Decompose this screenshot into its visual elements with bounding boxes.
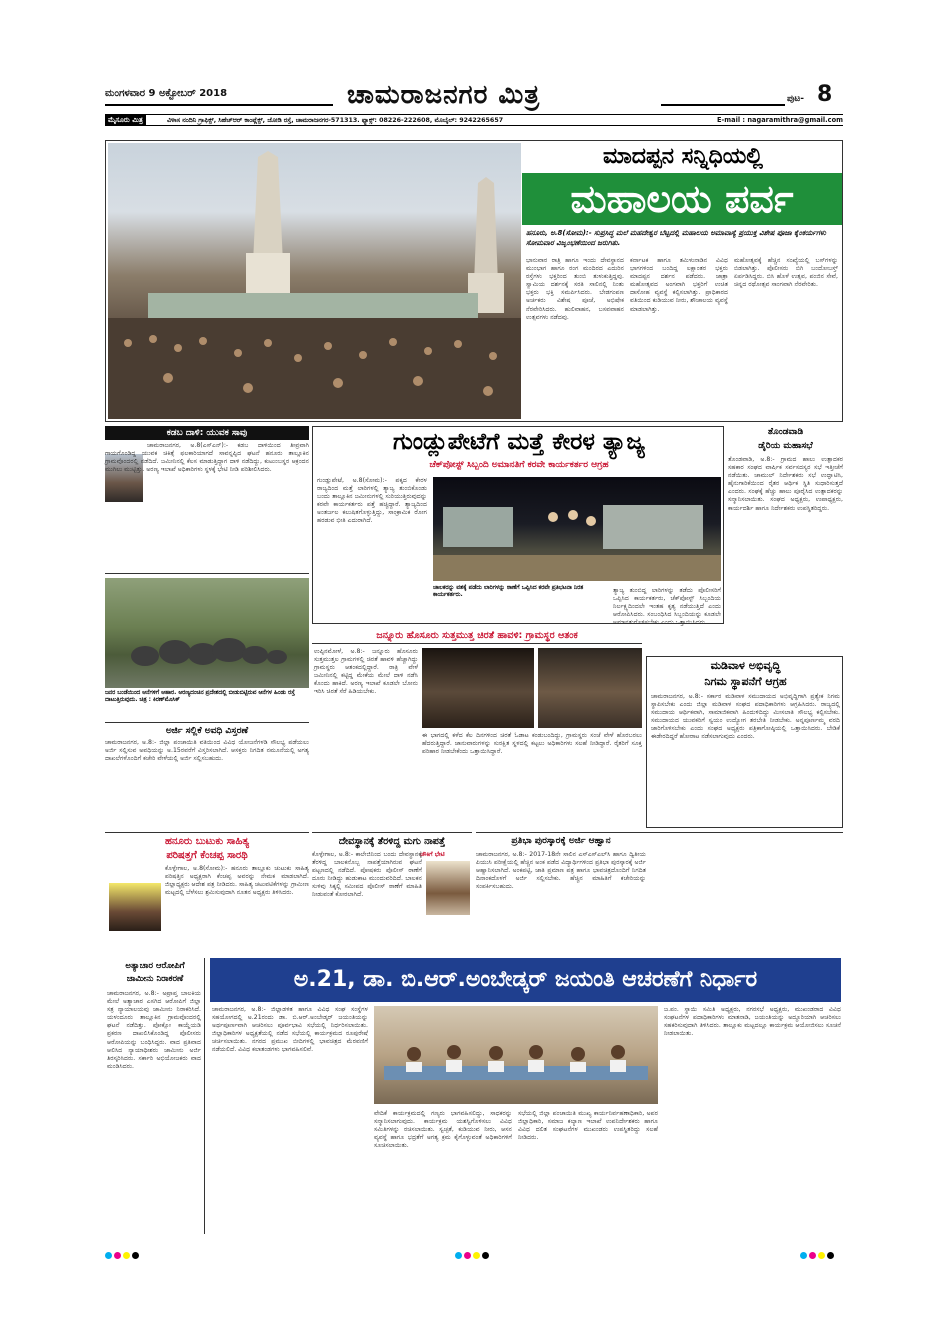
lead-story: [105, 140, 843, 422]
meeting-illustration: [374, 1006, 658, 1104]
hanur-text: ಕೊಳ್ಳೇಗಾಲ, ಅ.8(ಸೋಮ):- ಹನೂರು ತಾಲ್ಲೂಕು ಚುಟುಕು ಸಾಹಿತ್ಯ ಪರಿಷತ್ತಿನ ಅಧ್ಯಕ್ಷರಾಗಿ ಕೆಂಚಪ್ಪ ಅವರನ್ನು ನೇಮಕ ಮಾಡಲಾಗಿದೆ. ಜಿಲ್ಲಾಧ್ಯಕ್ಷರು ಆದೇಶ ಪತ್ರ ನೀಡಿದರು. ಸಾಹಿತ್ಯ ಚಟುವಟಿಕೆಗಳನ್ನು ಗ್ರಾಮೀಣ ಮಟ್ಟದಲ್ಲಿ ಬೆಳೆಸಲು ಶ್ರಮಿಸುವುದಾಗಿ ನೂತನ ಅಧ್ಯಕ್ಷರು ತಿಳಿಸಿದರು.: [165, 865, 309, 897]
dairy-kicker: ತೊಂಡವಾಡಿ: [767, 427, 804, 437]
pratibha-story: [476, 832, 843, 954]
temple-crowd-photo: [108, 143, 521, 419]
elephant-caption: ಜನರ ಬಂಡೆಯಿಂದ ಆನೆಗಳಿಗೆ ಆಹಾರ. ಅರಣ್ಯದಂಚಿನ ಪ್ರದೇಶದಲ್ಲಿ ಬೀಡುಬಿಟ್ಟಿರುವ ಆನೆಗಳ ಹಿಂಡು ರಸ್ತೆ ದಾಟುತ್ತಿರುವುದು. ಚಿತ್ರ : ಕಿರಣ್‌ಮೊಸಿಕ್: [105, 690, 295, 704]
bail-story: [105, 958, 205, 1234]
registration-dots-center: [455, 1244, 491, 1263]
missing-child-photo: [426, 861, 470, 915]
dairy-text: ತೊಂಡವಾಡಿ, ಅ.8:- ಗ್ರಾಮದ ಹಾಲು ಉತ್ಪಾದಕರ ಸಹಕಾರ ಸಂಘದ ವಾರ್ಷಿಕ ಸರ್ವಸದಸ್ಯರ ಸಭೆ ಇತ್ತೀಚೆಗೆ ನಡೆಯಿತು. ಚಾಮುಲ್ ನಿರ್ದೇಶಕರು ಸಭೆ ಉದ್ಘಾಟಿಸಿ, ಹೈನುಗಾರಿಕೆಯಿಂದ ರೈತರ ಆರ್ಥಿಕ ಸ್ಥಿತಿ ಸುಧಾರಿಸುತ್ತದೆ ಎಂದರು. ಸಂಘಕ್ಕೆ ಹೆಚ್ಚು ಹಾಲು ಪೂರೈಸಿದ ಉತ್ಪಾದಕರನ್ನು ಸನ್ಮಾನಿಸಲಾಯಿತು. ಸಂಘದ ಅಧ್ಯಕ್ಷರು, ಉಪಾಧ್ಯಕ್ಷರು, ಕಾರ್ಯದರ್ಶಿ ಹಾಗೂ ನಿರ್ದೇಶಕರು ಉಪಸ್ಥಿತರಿದ್ದರು.: [728, 456, 843, 512]
dairy-story: [728, 426, 843, 654]
brief-kadaba: [105, 426, 309, 574]
ambedkar-col-3: ಸಭೆಯಲ್ಲಿ ಜಿಲ್ಲಾ ಪಂಚಾಯಿತಿ ಮುಖ್ಯ ಕಾರ್ಯನಿರ್ವಹಣಾಧಿಕಾರಿ, ಅಪರ ಜಿಲ್ಲಾಧಿಕಾರಿ, ಸಮಾಜ ಕಲ್ಯಾಣ ಇಲಾಖೆ ಉಪನಿರ್ದೇಶಕರು ಹಾಗೂ ವಿವಿಧ ದಲಿತ ಸಂಘಟನೆಗಳ ಮುಖಂಡರು ಉಪಸ್ಥಿತರಿದ್ದು ಸಲಹೆ ನೀಡಿದರು.: [518, 1110, 658, 1142]
kerala-subhead: ಚೆಕ್‌ಪೋಸ್ಟ್ ಸಿಬ್ಬಂದಿ ಅಮಾನತಿಗೆ ಕರವೇ ಕಾರ್ಯಕರ್ತರ ಆಗ್ರಹ: [429, 460, 609, 470]
lorries-illustration: [433, 477, 721, 581]
strip-left: ಮೈಸೂರು ಮಿತ್ರ: [105, 115, 146, 125]
lead-kicker: ಮಾದಪ್ಪನ ಸನ್ನಿಧಿಯಲ್ಲಿ: [603, 144, 763, 169]
pratibha-headline: ಪ್ರತಿಭಾ ಪುರಸ್ಕಾರಕ್ಕೆ ಅರ್ಜಿ ಆಹ್ವಾನ: [511, 836, 611, 846]
bail-title-1: ಅತ್ಯಾಚಾರ ಆರೋಪಿಗೆ: [125, 961, 185, 971]
missing-child-headline: ದೇವಸ್ಥಾನಕ್ಕೆ ತೆರಳಿದ್ದ ಮಗು ನಾಪತ್ತೆ: [338, 836, 446, 847]
strip-address: ವಿಳಾಸ ನಂದಿನಿ ಗ್ರಾಫಿಕ್ಸ್, ಸಿಹೆಚ್‌ಆರ್ ಕಾಂಪ್ಲೆಕ್ಸ್, ಜೋಡಿ ರಸ್ತೆ, ಚಾಮರಾಜನಗರ-571313. ಫ್ಯಾಕ್ಸ್: 08226-222608, ಮೊಬೈಲ್: 9242265657: [167, 117, 504, 124]
ambedkar-col-1: ಚಾಮರಾಜನಗರ, ಅ.8:- ಜಿಲ್ಲಾಡಳಿತ ಹಾಗೂ ವಿವಿಧ ಸಂಘ ಸಂಸ್ಥೆಗಳ ಸಹಯೋಗದಲ್ಲಿ ಅ.21ರಂದು ಡಾ. ಬಿ.ಆರ್.ಅಂಬೇಡ್ಕರ್ ಜಯಂತಿಯನ್ನು ಅರ್ಥಪೂರ್ಣವಾಗಿ ಆಚರಿಸಲು ಪೂರ್ವಭಾವಿ ಸಭೆಯಲ್ಲಿ ನಿರ್ಧರಿಸಲಾಯಿತು. ಜಿಲ್ಲಾಧಿಕಾರಿಗಳ ಅಧ್ಯಕ್ಷತೆಯಲ್ಲಿ ನಡೆದ ಸಭೆಯಲ್ಲಿ ಕಾರ್ಯಕ್ರಮದ ರೂಪುರೇಷೆ ಚರ್ಚಿಸಲಾಯಿತು. ನಗರದ ಪ್ರಮುಖ ಬೀದಿಗಳಲ್ಲಿ ಭಾವಚಿತ್ರದ ಮೆರವಣಿಗೆ ನಡೆಯಲಿದೆ. ವಿವಿಧ ಕಲಾತಂಡಗಳು ಭಾಗವಹಿಸಲಿವೆ.: [212, 1006, 368, 1054]
kerala-col-1: ಗುಂಡ್ಲುಪೇಟೆ, ಅ.8(ಸೋಮ):- ಪಕ್ಕದ ಕೇರಳ ರಾಜ್ಯದಿಂದ ಮತ್ತೆ ಲಾರಿಗಳಲ್ಲಿ ತ್ಯಾಜ್ಯ ತುಂಬಿಕೊಂಡು ಬಂದು ತಾಲ್ಲೂಕಿನ ಜಮೀನುಗಳಲ್ಲಿ ಸುರಿಯುತ್ತಿರುವುದನ್ನು ಕರವೇ ಕಾರ್ಯಕರ್ತರು ಪತ್ತೆ ಹಚ್ಚಿದ್ದಾರೆ. ತ್ಯಾಜ್ಯದಿಂದ ಅಂತರ್ಜಲ ಕಲುಷಿತಗೊಳ್ಳುತ್ತಿದ್ದು, ಸಾಂಕ್ರಾಮಿಕ ರೋಗ ಹರಡುವ ಭೀತಿ ಎದುರಾಗಿದೆ.: [317, 477, 427, 525]
kerala-caption: ಚಾಲಕರನ್ನು ವಶಕ್ಕೆ ಪಡೆದು ಲಾರಿಗಳನ್ನು ಠಾಣೆಗೆ ಒಪ್ಪಿಸಿದ ಕರವೇ ಪ್ರತಿಭಟನಾ ನಿರತ ಕಾರ್ಯಕರ್ತರು.: [433, 585, 584, 599]
hanur-title-2: ಪರಿಷತ್ತಗೆ ಕೆಂಚಪ್ಪ ಸಾರಥಿ: [166, 850, 248, 861]
masthead-title: ಚಾಮರಾಜನಗರ ಮಿತ್ರ: [347, 80, 541, 110]
missing-child-story: [312, 832, 472, 954]
hanur-sahitya-story: [105, 832, 309, 954]
kerala-waste-story: [312, 426, 724, 627]
brief-kadaba-text: ಚಾಮರಾಜನಗರ, ಅ.8(ಎಸ್‌ಎನ್):- ಕಡಬ ದಾಳಿಯಿಂದ ತೀವ್ರವಾಗಿ ಗಾಯಗೊಂಡಿದ್ದ ಯುವಕ ಚಿಕಿತ್ಸೆ ಫಲಕಾರಿಯಾಗದೆ ಸಾವನ್ನಪ್ಪಿದ ಘಟನೆ ಹನೂರು ತಾಲ್ಲೂಕಿನ ಗ್ರಾಮವೊಂದರಲ್ಲಿ ನಡೆದಿದೆ. ಜಮೀನಿನಲ್ಲಿ ಕೆಲಸ ಮಾಡುತ್ತಿದ್ದಾಗ ದಾಳಿ ನಡೆದಿದ್ದು, ಕುಟುಂಬಸ್ಥರ ಆಕ್ರಂದನ ಮುಗಿಲು ಮುಟ್ಟಿತ್ತು. ಅರಣ್ಯ ಇಲಾಖೆ ಅಧಿಕಾರಿಗಳು ಸ್ಥಳಕ್ಕೆ ಭೇಟಿ ನೀಡಿ ಪರಿಶೀಲಿಸಿದರು.: [105, 442, 309, 474]
lead-col-2: ಕರ್ನಾಟಕ ಹಾಗೂ ತಮಿಳುನಾಡಿನ ವಿವಿಧ ಭಾಗಗಳಿಂದ ಬಂದಿದ್ದ ಲಕ್ಷಾಂತರ ಭಕ್ತರು ಮಾದಪ್ಪನ ದರ್ಶನ ಪಡೆದರು. ಜಾತ್ರಾ ಮಹೋತ್ಸವದ ಅಂಗವಾಗಿ ಭಕ್ತರಿಗೆ ಉಚಿತ ದಾಸೋಹ ವ್ಯವಸ್ಥೆ ಕಲ್ಪಿಸಲಾಗಿತ್ತು. ಪ್ರಾಧಿಕಾರದ ವತಿಯಿಂದ ಕುಡಿಯುವ ನೀರು, ಶೌಚಾಲಯ ವ್ಯವಸ್ಥೆ ಮಾಡಲಾಗಿತ್ತು.: [630, 257, 728, 313]
elephant-illustration: [105, 578, 309, 688]
dairy-headline: ಡೈರಿಯ ಮಹಾಸಭೆ: [758, 441, 813, 451]
ambedkar-col-4: ಜ.ಪಂ. ಸ್ಥಾಯಿ ಸಮಿತಿ ಅಧ್ಯಕ್ಷರು, ನಗರಸಭೆ ಅಧ್ಯಕ್ಷರು, ಮುಖಂಡರಾದ ವಿವಿಧ ಸಂಘಟನೆಗಳ ಪದಾಧಿಕಾರಿಗಳು ಮಾತನಾಡಿ, ಜಯಂತಿಯನ್ನು ಅದ್ದೂರಿಯಾಗಿ ಆಚರಿಸಲು ಸಹಕರಿಸುವುದಾಗಿ ತಿಳಿಸಿದರು. ತಾಲ್ಲೂಕು ಮಟ್ಟದಲ್ಲೂ ಕಾರ್ಯಕ್ರಮ ಆಯೋಜಿಸಲು ಸೂಚನೆ ನೀಡಲಾಯಿತು.: [664, 1006, 841, 1038]
leopard-headline: ಜನ್ನೂರು ಹೊಸೂರು ಸುತ್ತಮುತ್ತ ಚಿರತೆ ಹಾವಳಿ: ಗ್ರಾಮಸ್ಥರ ಆತಂಕ: [312, 628, 642, 644]
dead-goat-photo: [422, 648, 534, 728]
brief-apply-text: ಚಾಮರಾಜನಗರ, ಅ.8:- ಜಿಲ್ಲಾ ಪಂಚಾಯಿತಿ ವತಿಯಿಂದ ವಿವಿಧ ಯೋಜನೆಗಳಡಿ ಸೌಲಭ್ಯ ಪಡೆಯಲು ಅರ್ಜಿ ಸಲ್ಲಿಸುವ ಅವಧಿಯನ್ನು ಅ.15ರವರೆಗೆ ವಿಸ್ತರಿಸಲಾಗಿದೆ. ಆಸಕ್ತರು ನಿಗದಿತ ನಮೂನೆಯಲ್ಲಿ ಅಗತ್ಯ ದಾಖಲೆಗಳೊಂದಿಗೆ ಕಚೇರಿ ವೇಳೆಯಲ್ಲಿ ಅರ್ಜಿ ಸಲ್ಲಿಸಬಹುದು.: [105, 739, 309, 763]
pratibha-text: ಚಾಮರಾಜನಗರ, ಅ.8:- 2017-18ನೇ ಸಾಲಿನ ಎಸ್‌ಎಸ್‌ಎಲ್‌ಸಿ ಹಾಗೂ ದ್ವಿತೀಯ ಪಿಯುಸಿ ಪರೀಕ್ಷೆಯಲ್ಲಿ ಹೆಚ್ಚಿನ ಅಂಕ ಪಡೆದ ವಿದ್ಯಾರ್ಥಿಗಳಿಂದ ಪ್ರತಿಭಾ ಪುರಸ್ಕಾರಕ್ಕೆ ಅರ್ಜಿ ಆಹ್ವಾನಿಸಲಾಗಿದೆ. ಅಂಕಪಟ್ಟಿ, ಜಾತಿ ಪ್ರಮಾಣ ಪತ್ರ ಹಾಗೂ ಭಾವಚಿತ್ರದೊಂದಿಗೆ ನಿಗದಿತ ದಿನಾಂಕದೊಳಗೆ ಅರ್ಜಿ ಸಲ್ಲಿಸಬೇಕು. ಹೆಚ್ಚಿನ ಮಾಹಿತಿಗೆ ಕಚೇರಿಯನ್ನು ಸಂಪರ್ಕಿಸಬಹುದು.: [476, 851, 646, 891]
madivala-headline-2: ನಿಗಮ ಸ್ಥಾಪನೆಗೆ ಆಗ್ರಹ: [704, 675, 787, 688]
page-number: 8: [817, 82, 833, 107]
madivala-text: ಚಾಮರಾಜನಗರ, ಅ.8:- ಸರ್ಕಾರ ಮಡಿವಾಳ ಸಮುದಾಯದ ಅಭಿವೃದ್ಧಿಗಾಗಿ ಪ್ರತ್ಯೇಕ ನಿಗಮ ಸ್ಥಾಪಿಸಬೇಕು ಎಂದು ಜಿಲ್ಲಾ ಮಡಿವಾಳ ಸಂಘದ ಪದಾಧಿಕಾರಿಗಳು ಆಗ್ರಹಿಸಿದರು. ರಾಜ್ಯದಲ್ಲಿ ಸಮುದಾಯ ಆರ್ಥಿಕವಾಗಿ, ಸಾಮಾಜಿಕವಾಗಿ ಹಿಂದುಳಿದಿದ್ದು ಮೀಸಲಾತಿ ಸೌಲಭ್ಯ ಕಲ್ಪಿಸಬೇಕು. ಸಮುದಾಯದ ಯುವಕರಿಗೆ ಸ್ವಯಂ ಉದ್ಯೋಗ ತರಬೇತಿ ನೀಡಬೇಕು. ಅನ್ನಪೂರ್ಣಮ್ಮ ವರದಿ ಜಾರಿಗೊಳಿಸಬೇಕು ಎಂದು ಸಂಘದ ಅಧ್ಯಕ್ಷರು ಪತ್ರಿಕಾಗೋಷ್ಠಿಯಲ್ಲಿ ಒತ್ತಾಯಿಸಿದರು. ಬೇಡಿಕೆ ಈಡೇರದಿದ್ದರೆ ಹೋರಾಟ ನಡೆಸಲಾಗುವುದು ಎಂದರು.: [651, 693, 840, 741]
masthead-strip: [105, 114, 843, 126]
meeting-photo: [374, 1006, 658, 1104]
missing-child-text: ಕೊಳ್ಳೇಗಾಲ, ಅ.8:- ಕಾಲೇಜಿನಿಂದ ಬಂದು ದೇವಸ್ಥಾನಕ್ಕೆ ತೆರಳಿದ್ದ ಬಾಲಕನೊಬ್ಬ ನಾಪತ್ತೆಯಾಗಿರುವ ಘಟನೆ ಪಟ್ಟಣದಲ್ಲಿ ನಡೆದಿದೆ. ಪೋಷಕರು ಪೊಲೀಸ್ ಠಾಣೆಗೆ ದೂರು ನೀಡಿದ್ದು ಹುಡುಕಾಟ ಮುಂದುವರಿದಿದೆ. ಬಾಲಕನ ಸುಳಿವು ಸಿಕ್ಕಲ್ಲಿ ಸಮೀಪದ ಪೊಲೀಸ್ ಠಾಣೆಗೆ ಮಾಹಿತಿ ನೀಡುವಂತೆ ಕೋರಲಾಗಿದೆ.: [312, 851, 422, 899]
elephant-herd-photo: [105, 578, 309, 688]
registration-dots-left: [105, 1244, 141, 1263]
kenchappa-portrait: [109, 883, 161, 931]
bail-text: ಚಾಮರಾಜನಗರ, ಅ.8:- ಅಪ್ರಾಪ್ತ ಬಾಲಕಿಯ ಮೇಲೆ ಅತ್ಯಾಚಾರ ಎಸಗಿದ ಆರೋಪಿಗೆ ಜಿಲ್ಲಾ ಸತ್ರ ನ್ಯಾಯಾಲಯವು ಜಾಮೀನು ನಿರಾಕರಿಸಿದೆ. ಯಳಂದೂರು ತಾಲ್ಲೂಕಿನ ಗ್ರಾಮವೊಂದರಲ್ಲಿ ಘಟನೆ ನಡೆದಿತ್ತು. ಪೋಕ್ಸೋ ಕಾಯ್ದೆಯಡಿ ಪ್ರಕರಣ ದಾಖಲಿಸಿಕೊಂಡಿದ್ದ ಪೊಲೀಸರು ಆರೋಪಿಯನ್ನು ಬಂಧಿಸಿದ್ದರು. ವಾದ ಪ್ರತಿವಾದ ಆಲಿಸಿದ ನ್ಯಾಯಾಧೀಶರು ಜಾಮೀನು ಅರ್ಜಿ ತಿರಸ್ಕರಿಸಿದರು. ಸರ್ಕಾರಿ ಅಭಿಯೋಜಕರು ವಾದ ಮಂಡಿಸಿದರು.: [107, 990, 201, 1070]
temple-illustration: [108, 143, 521, 419]
ambedkar-col-2: ವೇದಿಕೆ ಕಾರ್ಯಕ್ರಮದಲ್ಲಿ ಗಣ್ಯರು ಭಾಗವಹಿಸಲಿದ್ದು, ಸಾಧಕರನ್ನು ಸನ್ಮಾನಿಸಲಾಗುವುದು. ಕಾರ್ಯಕ್ರಮ ಯಶಸ್ವಿಗೊಳಿಸಲು ವಿವಿಧ ಸಮಿತಿಗಳನ್ನು ರಚಿಸಲಾಯಿತು. ಸ್ವಚ್ಛತೆ, ಕುಡಿಯುವ ನೀರು, ಆಸನ ವ್ಯವಸ್ಥೆ ಹಾಗೂ ಭದ್ರತೆಗೆ ಅಗತ್ಯ ಕ್ರಮ ಕೈಗೊಳ್ಳುವಂತೆ ಅಧಿಕಾರಿಗಳಿಗೆ ಸೂಚಿಸಲಾಯಿತು.: [374, 1110, 512, 1150]
strip-email: E-mail : nagaramithra@gmail.com: [717, 116, 843, 124]
leopard-col-1: ಉಪ್ಪಿನಮೋಳೆ, ಅ.8:- ಜನ್ನೂರು ಹೊಸೂರು ಸುತ್ತಮುತ್ತಲ ಗ್ರಾಮಗಳಲ್ಲಿ ಚಿರತೆ ಹಾವಳಿ ಹೆಚ್ಚಾಗಿದ್ದು ಗ್ರಾಮಸ್ಥರು ಆತಂಕದಲ್ಲಿದ್ದಾರೆ. ರಾತ್ರಿ ವೇಳೆ ಜಮೀನಿನಲ್ಲಿ ಕಟ್ಟಿದ್ದ ಮೇಕೆಯ ಮೇಲೆ ದಾಳಿ ನಡೆಸಿ ಕೊಂದು ಹಾಕಿದೆ. ಅರಣ್ಯ ಇಲಾಖೆ ಕೂಡಲೇ ಬೋನು ಇರಿಸಿ ಚಿರತೆ ಸೆರೆ ಹಿಡಿಯಬೇಕು.: [314, 648, 418, 696]
masthead-date: ಮಂಗಳವಾರ 9 ಅಕ್ಟೋಬರ್ 2018: [105, 88, 228, 99]
brief-apply: [105, 722, 309, 828]
madivala-story: [646, 656, 843, 828]
leopard-story: [312, 628, 642, 828]
hanur-title-1: ಹನೂರು ಬುಟುಕು ಸಾಹಿತ್ಯ: [164, 836, 250, 847]
lead-col-3: ಮಹೋತ್ಸವಕ್ಕೆ ಹೆಚ್ಚಿನ ಸಂಖ್ಯೆಯಲ್ಲಿ ಬಸ್‌ಗಳನ್ನು ಬಿಡಲಾಗಿತ್ತು. ಪೊಲೀಸರು ಬಿಗಿ ಬಂದೋಬಸ್ತ್ ಏರ್ಪಡಿಸಿದ್ದರು. ಬಿಸಿ ಹೊಳೆ ಉತ್ಸವ, ಪಂಜಿನ ಸೇವೆ, ಚಿನ್ನದ ರಥೋತ್ಸವ ಸಾಂಗವಾಗಿ ನೆರವೇರಿತು.: [734, 257, 838, 289]
lead-deck: ಹನೂರು, ಅ.8(ಸೋಮ):- ಸುಪ್ರಸಿದ್ಧ ಮಲೆ ಮಹದೇಶ್ವರ ಬೆಟ್ಟದಲ್ಲಿ ಮಹಾಲಯ ಅಮಾವಾಸ್ಯೆ ಪ್ರಯುಕ್ತ ವಿಶೇಷ ಪೂಜಾ ಕೈಂಕರ್ಯಗಳು ಸೋಮವಾರ ವಿಜೃಂಭಣೆಯಿಂದ ಜರುಗಿತು.: [526, 229, 826, 247]
lead-headline: ಮಹಾಲಯ ಪರ್ವ: [522, 173, 842, 225]
page-label: ಪುಟ-: [787, 94, 804, 104]
bail-title-2: ಜಾಮೀನು ನಿರಾಕರಣೆ: [126, 974, 184, 984]
brief-kadaba-title: ಕಡಬ ದಾಳಿ: ಯುವಕ ಸಾವು: [105, 426, 309, 440]
masthead: [105, 82, 843, 130]
leopard-col-2: ಈ ಭಾಗದಲ್ಲಿ ಕಳೆದ ಕೆಲ ದಿನಗಳಿಂದ ಚಿರತೆ ಓಡಾಟ ಕಂಡುಬಂದಿದ್ದು, ಗ್ರಾಮಸ್ಥರು ಸಂಜೆ ವೇಳೆ ಹೊರಬರಲು ಹೆದರುತ್ತಿದ್ದಾರೆ. ಜಾನುವಾರುಗಳನ್ನು ಸುರಕ್ಷಿತ ಸ್ಥಳದಲ್ಲಿ ಕಟ್ಟಲು ಅಧಿಕಾರಿಗಳು ಸಲಹೆ ನೀಡಿದ್ದಾರೆ. ರೈತರಿಗೆ ಸೂಕ್ತ ಪರಿಹಾರ ನೀಡಬೇಕೆಂದು ಒತ್ತಾಯಿಸಿದ್ದಾರೆ.: [422, 732, 642, 756]
kerala-col-2: ತ್ಯಾಜ್ಯ ತುಂಬಿದ್ದ ಲಾರಿಗಳನ್ನು ತಡೆದು ಪೊಲೀಸರಿಗೆ ಒಪ್ಪಿಸಿದ ಕಾರ್ಯಕರ್ತರು, ಚೆಕ್‌ಪೋಸ್ಟ್ ಸಿಬ್ಬಂದಿಯ ನಿರ್ಲಕ್ಷ್ಯದಿಂದಲೇ ಇಂತಹ ಕೃತ್ಯ ನಡೆಯುತ್ತಿದೆ ಎಂದು ಆರೋಪಿಸಿದರು. ಸಂಬಂಧಿಸಿದ ಸಿಬ್ಬಂದಿಯನ್ನು ಕೂಡಲೇ ಅಮಾನತುಗೊಳಿಸಬೇಕು ಎಂದು ಒತ್ತಾಯಿಸಿದರು.: [613, 587, 721, 627]
madivala-headline-1: ಮಡಿವಾಳ ಅಭಿವೃದ್ಧಿ: [710, 659, 781, 672]
waste-lorries-photo: [433, 477, 721, 581]
missing-child-tag: ಚೌಕಿಗೆ ಭೇಟಿ: [420, 851, 445, 858]
ambedkar-headline: ಅ.21, ಡಾ. ಬಿ.ಆರ್.ಅಂಬೇಡ್ಕರ್ ಜಯಂತಿ ಆಚರಣೆಗೆ ನಿರ್ಧಾರ: [210, 958, 841, 1002]
leopard-pugmark-photo: [538, 648, 642, 728]
kerala-headline: ಗುಂಡ್ಲುಪೇಟೆಗೆ ಮತ್ತೆ ಕೇರಳ ತ್ಯಾಜ್ಯ: [393, 429, 645, 455]
lead-col-1: ಭಾನುವಾರ ರಾತ್ರಿ ಹಾಗೂ ಇಂದು ದೇವಸ್ಥಾನದ ಮುಂಭಾಗ ಹಾಗೂ ರಂಗ ಮಂದಿರದ ಎದುರಿನ ರಸ್ತೆಗಳು ಭಕ್ತರಿಂದ ತುಂಬಿ ತುಳುಕುತ್ತಿದ್ದವು. ಸ್ವಾಮಿಯ ದರ್ಶನಕ್ಕೆ ಸರತಿ ಸಾಲಿನಲ್ಲಿ ನಿಂತು ಭಕ್ತರು ಭಕ್ತಿ ಸಮರ್ಪಿಸಿದರು. ಬೇಡಗಂಪಣ ಅರ್ಚಕರು ವಿಶೇಷ ಪೂಜೆ, ಅಭಿಷೇಕ ನೆರವೇರಿಸಿದರು. ಹುಲಿವಾಹನ, ಬಸವವಾಹನ ಉತ್ಸವಗಳು ನಡೆದವು.: [526, 257, 624, 321]
registration-dots-right: [800, 1244, 836, 1263]
ambedkar-story: [208, 958, 843, 1234]
brief-apply-title: ಅರ್ಜಿ ಸಲ್ಲಿಕೆ ಅವಧಿ ವಿಸ್ತರಣೆ: [165, 726, 249, 736]
